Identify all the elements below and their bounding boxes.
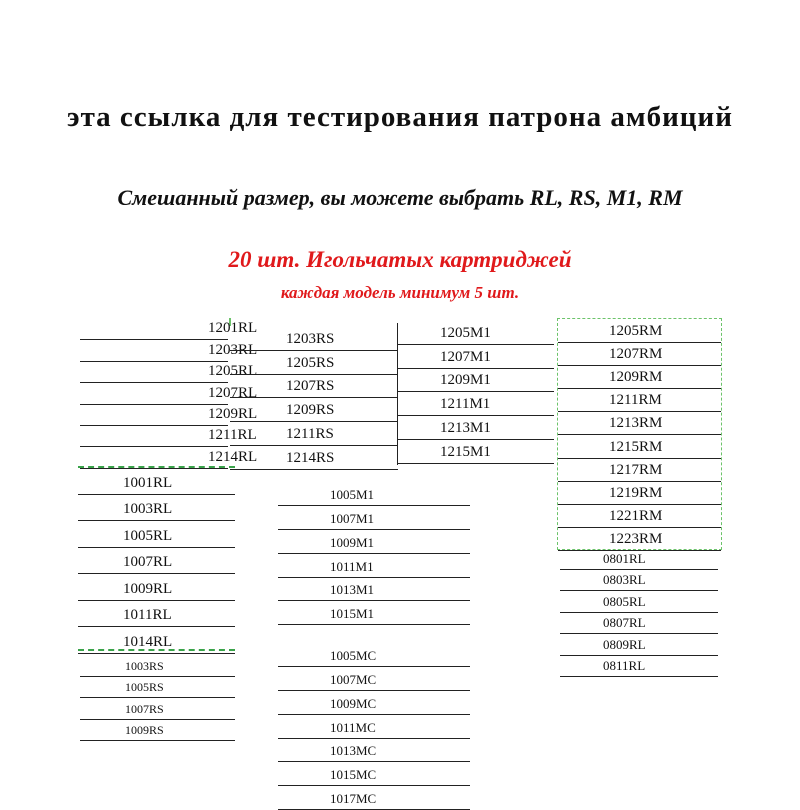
model-code: 1011MC [330,719,376,735]
model-code: 1203RS [286,330,335,347]
list-item [278,642,470,667]
model-code: 1007M1 [330,510,375,526]
model-code: 1223RM [609,530,663,547]
list-item [80,697,235,720]
model-code: 1213RM [609,415,663,432]
model-code: 1011RL [123,607,172,623]
model-code: 1211RS [286,425,334,442]
model-code: 1013MC [330,743,377,759]
model-code: 1007RL [123,554,173,570]
list-item [80,654,235,677]
model-code: 0811RL [603,658,646,673]
list-item [278,785,470,810]
model-code: 1015M1 [330,606,375,622]
model-code: 1015MC [330,767,377,783]
list-item [560,547,718,570]
list-item [560,655,718,678]
model-code: 0805RL [603,593,646,609]
model-code: 0801RL [603,550,646,566]
model-code: 0809RL [603,636,646,652]
model-code: 1214RS [286,449,335,466]
model-code: 1207M1 [440,348,491,365]
model-code: 1219RM [609,484,663,501]
promo-subline: каждая модель минимум 5 шт. [280,283,520,302]
model-code: 1215M1 [440,443,491,460]
model-code: 1003RL [123,501,173,517]
list-item [560,590,718,613]
model-code: 1214RL [208,448,258,465]
list-mc10 [278,0,470,807]
model-code: 1207RS [286,378,335,395]
model-code: 1211RM [609,392,662,409]
model-code: 1209RL [208,405,258,422]
model-code: 1017MC [330,791,377,807]
model-code: 1009RS [125,723,164,737]
model-code: 1011M1 [330,558,374,574]
model-code: 1205RS [286,354,335,371]
subtitle: Смешанный размер, вы можете выбрать RL, RS, M1, RM [117,185,683,210]
model-code: 1213M1 [440,419,491,436]
list-rl08 [560,0,718,800]
promo-headline: 20 шт. Игольчатых картриджей [228,247,572,272]
model-code: 1005RL [123,527,173,544]
model-code: 1005RS [125,680,164,694]
list-item [278,714,470,739]
list-item [278,666,470,691]
model-code: 1001RL [123,474,173,491]
model-code: 1211M1 [440,396,491,413]
list-item [278,690,470,715]
model-code: 1205RM [609,323,663,340]
list-item [560,633,718,656]
model-code: 1007MC [330,671,377,687]
model-code: 1215RM [609,438,663,455]
list-item [278,762,470,787]
list-item [560,612,718,635]
list-item [80,676,235,699]
list-item [560,569,718,592]
model-code: 1005MC [330,647,377,663]
model-code: 1203RL [208,341,258,358]
model-code: 1207RL [208,384,258,401]
model-code: 1221RM [609,507,663,524]
list-item [80,719,235,742]
model-code: 0803RL [603,572,646,587]
model-code: 1003RS [125,658,164,673]
model-code: 1217RM [609,461,663,478]
model-code: 1013M1 [330,582,375,598]
model-code: 1009MC [330,695,377,711]
model-code: 1205M1 [440,324,491,341]
model-code: 1014RL [123,633,173,650]
model-code: 1209M1 [440,372,491,389]
model-code: 1209RS [286,402,335,419]
list-item [278,738,470,763]
model-code: 1201RL [208,320,258,337]
model-code: 0807RL [603,615,646,630]
model-code: 1005M1 [330,486,375,502]
page-title: эта ссылка для тестирования патрона амбиций [67,101,733,133]
model-code: 1007RS [125,701,164,716]
model-code: 1209RM [609,369,663,386]
model-code: 1207RM [609,346,663,363]
model-code: 1009M1 [330,534,375,550]
model-code: 1211RL [208,427,257,444]
list-rs10 [80,0,235,800]
model-code: 1009RL [123,580,173,597]
model-code: 1205RL [208,363,258,380]
